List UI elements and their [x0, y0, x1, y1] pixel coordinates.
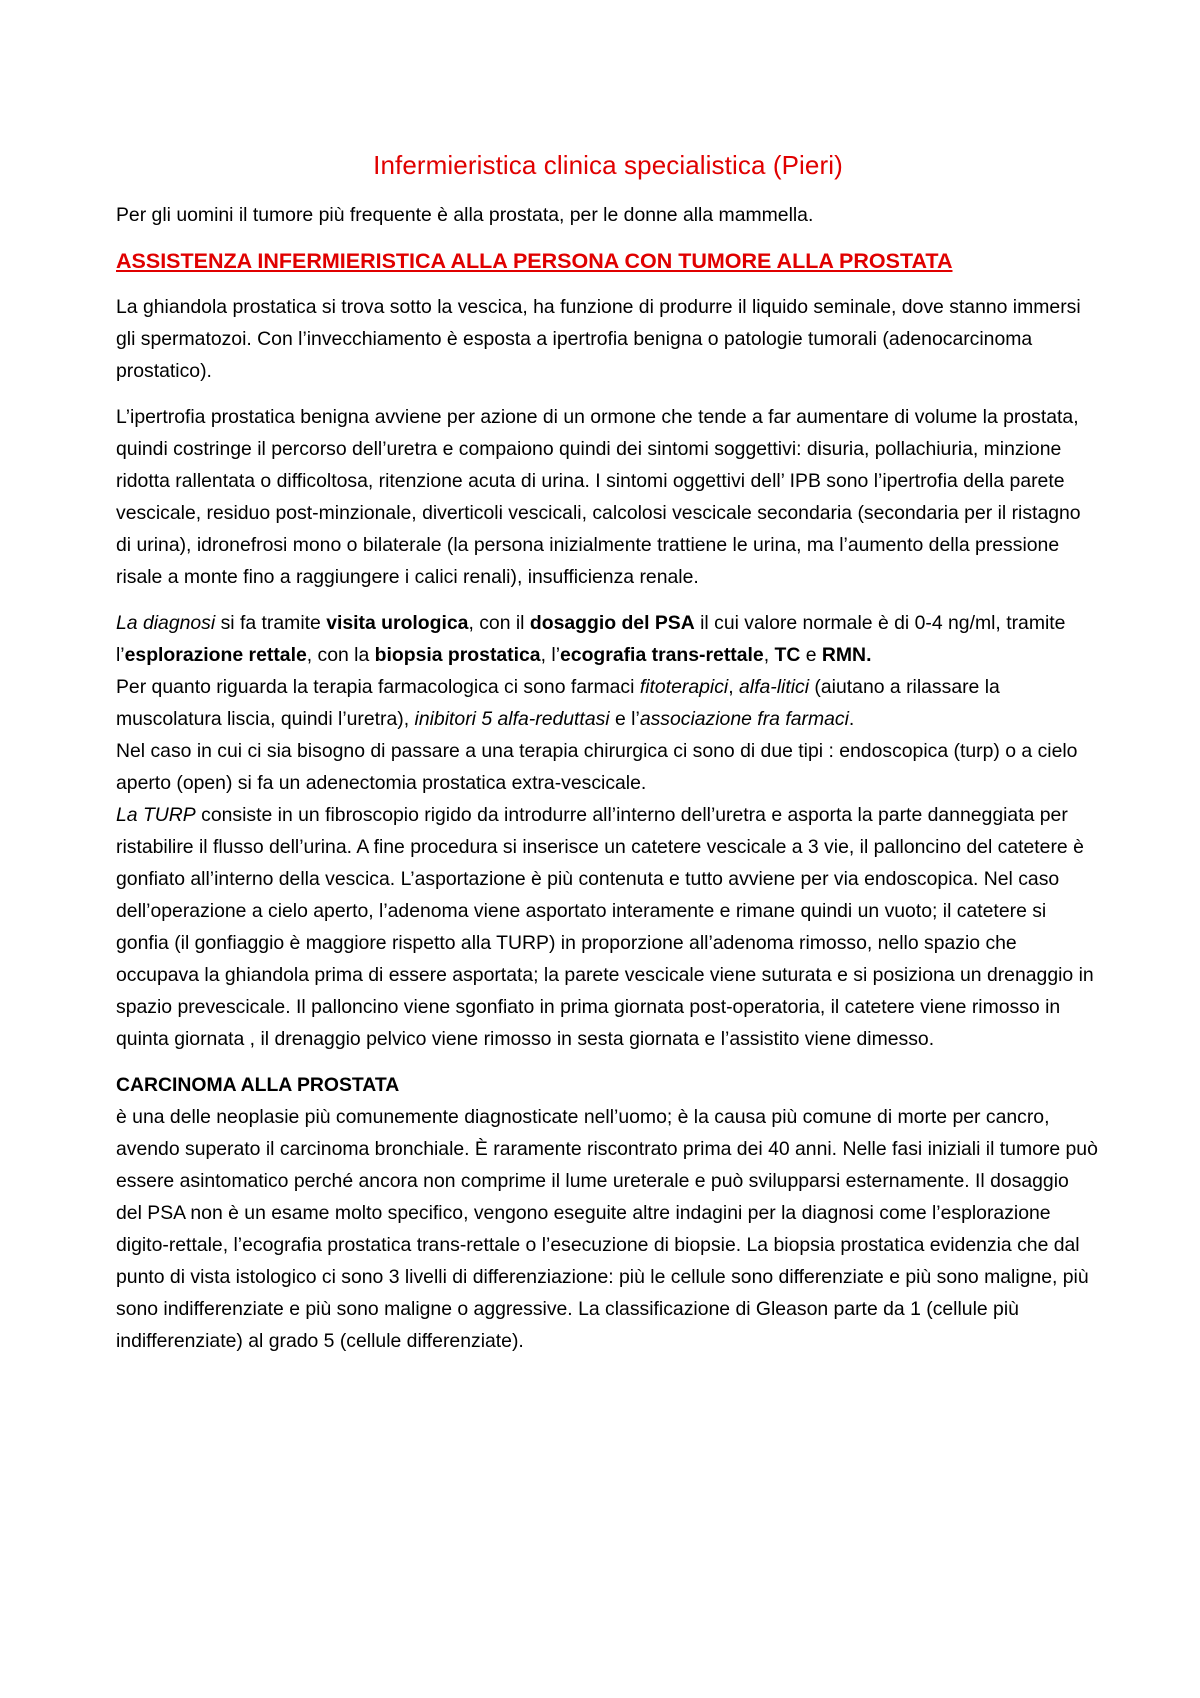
text-run: il cui valore normale è di 0-4 ng/ml, tramite l’ — [116, 612, 1066, 666]
text-run: (aiutano a rilassare la muscolatura liscia, quindi l’uretra), — [116, 676, 1000, 730]
text-run: Per quanto riguarda la terapia farmacologica ci sono farmaci — [116, 676, 640, 698]
paragraph-ipertrofia: L’ipertrofia prostatica benigna avviene per azione di un ormone che tende a far aumentare di volume la prostata, quindi costringe il percorso dell’uretra e compaiono quindi dei sintomi soggettivi: disuria, pollachiuria, minzione ridotta rallentata o difficoltosa, ritenzione acuta di urina. I sintomi oggettivi dell’ IPB sono l’ipertrofia della parete vescicale, residuo post-minzionale, diverticoli vescicali, calcolosi vescicale secondaria (secondaria per il ristagno di urina), idronefrosi mono o bilaterale (la persona inizialmente trattiene le urina, ma l’aumento della pressione risale a monte fino a raggiungere i calici renali), insufficienza renale. — [116, 406, 1081, 588]
text-bold: biopsia prostatica — [374, 644, 541, 666]
sub-heading-carcinoma — [116, 1069, 1100, 1101]
text-bold: dosaggio del PSA — [529, 612, 695, 634]
paragraph-terapia — [116, 671, 1100, 735]
text-italic: associazione fra farmaci — [639, 708, 849, 730]
text-bold: visita urologica — [326, 612, 469, 634]
paragraph-ghiandola: La ghiandola prostatica si trova sotto la vescica, ha funzione di produrre il liquido seminale, dove stanno immersi gli spermatozoi. Con l’invecchiamento è esposta a ipertrofia benigna o patologie tumorali (adenocarcinoma prostatico). — [116, 296, 1081, 382]
text-run: , — [728, 676, 739, 698]
text-italic: fitoterapici — [639, 676, 729, 698]
paragraph-carcinoma: è una delle neoplasie più comunemente diagnosticate nell’uomo; è la causa più comune di morte per cancro, avendo superato il carcinoma bronchiale. È raramente riscontrato prima dei 40 anni. Nelle fasi iniziali il tumore può essere asintomatico perché ancora non comprime il lume ureterale e può svilupparsi esternamente. Il dosaggio del PSA non è un esame molto specifico, vengono eseguite altre indagini per la diagnosi come l’esplorazione digito-rettale, l’ecografia prostatica trans-rettale o l’esecuzione di biopsie. La biopsia prostatica evidenzia che dal punto di vista istologico ci sono 3 livelli di differenziazione: più le cellule sono differenziate e più sono maligne, più sono indifferenziate e più sono maligne o aggressive. La classificazione di Gleason parte da 1 (cellule più indifferenziate) al grado 5 (cellule differenziate). — [116, 1106, 1098, 1352]
text-bold: esplorazione rettale — [124, 644, 307, 666]
section-heading: ASSISTENZA INFERMIERISTICA ALLA PERSONA CON TUMORE ALLA PROSTATA — [116, 249, 953, 273]
text-italic: inibitori 5 alfa-reduttasi — [414, 708, 610, 730]
text-bold: ecografia trans-rettale — [560, 644, 764, 666]
text-italic: La diagnosi — [116, 612, 216, 634]
text-run: , con il — [468, 612, 530, 634]
text-run: , con la — [306, 644, 375, 666]
text-run: . — [848, 708, 855, 730]
paragraph-turp — [116, 799, 1100, 1055]
intro-paragraph: Per gli uomini il tumore più frequente è alla prostata, per le donne alla mammella. — [116, 204, 814, 226]
paragraph-chirurgica: Nel caso in cui ci sia bisogno di passare a una terapia chirurgica ci sono di due tipi : endoscopica (turp) o a cielo aperto (open) si fa un adenectomia prostatica extra-vescicale. — [116, 740, 1078, 794]
sub-heading: CARCINOMA ALLA PROSTATA — [116, 1074, 400, 1096]
paragraph-diagnosi — [116, 607, 1100, 671]
text-bold: TC — [774, 644, 801, 666]
text-run: consiste in un fibroscopio rigido da introdurre all’interno dell’uretra e asporta la parte danneggiata per ristabilire il flusso dell’urina. A fine procedura si inserisce un catetere vescicale a 3 vie, il palloncino del catetere è gonfiato all’interno della vescica. L’asportazione è più contenuta e tutto avviene per via endoscopica. Nel caso dell’operazione a cielo aperto, l’adenoma viene asportato interamente e rimane quindi un vuoto; il catetere si gonfia (il gonfiaggio è maggiore rispetto alla TURP) in proporzione all’adenoma rimosso, nello spazio che occupava la ghiandola prima di essere asportata; la parete vescicale viene suturata e si posiziona un drenaggio in spazio prevescicale. Il palloncino viene sgonfiato in prima giornata post-operatoria, il catetere viene rimosso in quinta giornata , il drenaggio pelvico viene rimosso in sesta giornata e l’assistito viene dimesso. — [116, 804, 1094, 1050]
text-run: si fa tramite — [215, 612, 327, 634]
text-run: e l’ — [609, 708, 640, 730]
text-italic: alfa-litici — [739, 676, 810, 698]
page-title: Infermieristica clinica specialistica (Pieri) — [373, 150, 843, 180]
text-bold: RMN. — [821, 644, 872, 666]
text-run: e — [800, 644, 822, 666]
text-run: , l’ — [540, 644, 561, 666]
text-run: , — [763, 644, 775, 666]
text-italic: La TURP — [116, 804, 196, 826]
